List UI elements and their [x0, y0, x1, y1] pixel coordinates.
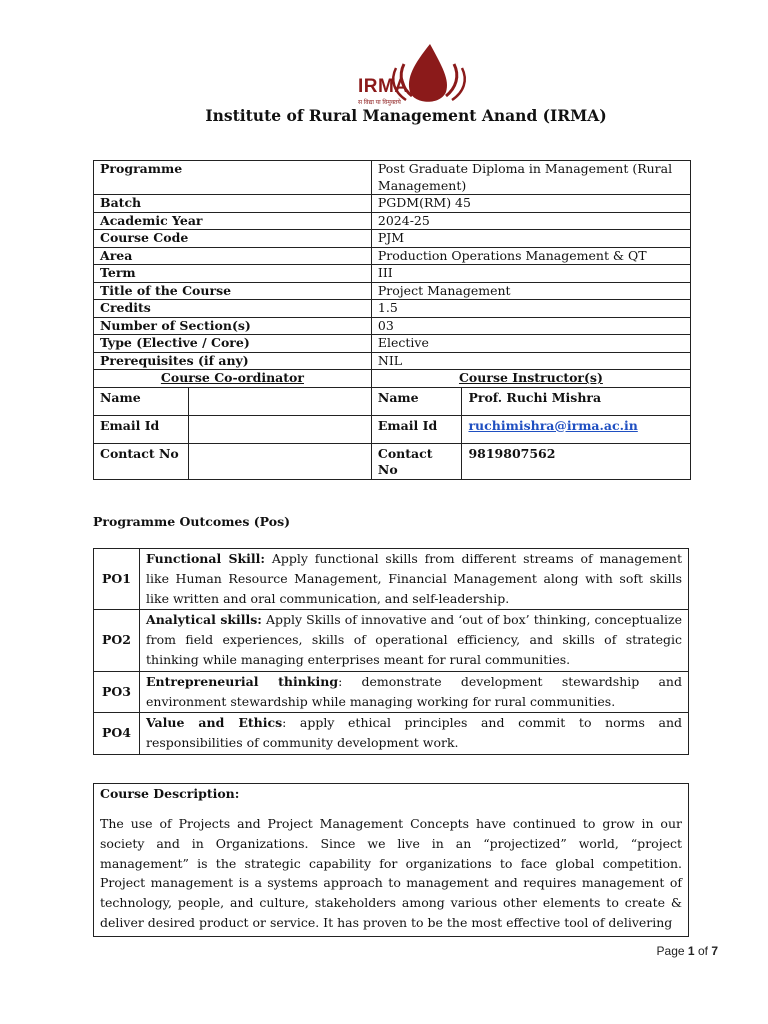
info-value: Production Operations Management & QT — [371, 247, 690, 265]
info-label: Course Code — [94, 230, 372, 248]
coordinator-email-value — [188, 415, 371, 443]
coordinator-contact-label: Contact No — [94, 443, 189, 479]
instructor-email-link[interactable]: ruchimishra@irma.ac.in — [468, 417, 638, 433]
page-word: Page — [656, 944, 685, 958]
coordinator-contact-value — [188, 443, 371, 479]
coordinator-email-label: Email Id — [94, 415, 189, 443]
info-value: NIL — [371, 352, 690, 370]
info-label: Credits — [94, 300, 372, 318]
info-row — [94, 335, 691, 353]
course-description-heading: Course Description: — [100, 786, 240, 801]
info-label: Number of Section(s) — [94, 317, 372, 335]
course-info-table — [93, 160, 691, 480]
po-description — [140, 671, 689, 713]
course-description-text: The use of Projects and Project Management Concepts have continued to grow in our society and in Organizations. Since we live in an “projectized” world, “project management” is the strategic capability for organizations to face global competition. Project management is a systems approach to management and requires management of technology, people, and culture, stakeholders among various other elements to create & deliver desired product or service. It has proven to be the most effective tool of delivering — [100, 816, 682, 930]
programme-outcomes-heading: Programme Outcomes (Pos) — [93, 514, 291, 529]
info-value: 03 — [371, 317, 690, 335]
logo-word: IRMA — [358, 76, 409, 97]
instructor-header: Course Instructor(s) — [371, 370, 690, 388]
page-total: 7 — [711, 944, 718, 958]
info-row — [94, 212, 691, 230]
po-text: Apply Skills of innovative and ‘out of box’ thinking, conceptualize from field experiences, skills of operational efficiency, and skills of strategic thinking while managing enterprises meant for rural communities. — [146, 612, 682, 667]
info-label: Academic Year — [94, 212, 372, 230]
po-row — [94, 671, 689, 713]
programme-outcomes-table — [93, 548, 689, 755]
info-row — [94, 247, 691, 265]
po-title: Entrepreneurial thinking — [146, 673, 339, 689]
instructor-contact-value: 9819807562 — [462, 443, 691, 479]
info-label: Programme — [94, 161, 372, 195]
info-label: Type (Elective / Core) — [94, 335, 372, 353]
coordinator-name-label: Name — [94, 387, 189, 415]
info-label: Area — [94, 247, 372, 265]
email-row — [94, 415, 691, 443]
coordinator-name-value — [188, 387, 371, 415]
instructor-name-label: Name — [371, 387, 462, 415]
info-row — [94, 195, 691, 213]
po-text: : demonstrate development stewardship and environment stewardship while managing working for rural communities. — [146, 673, 682, 709]
of-word: of — [697, 944, 708, 958]
page-current: 1 — [687, 944, 695, 958]
po-title: Analytical skills: — [146, 612, 262, 628]
po-row — [94, 713, 689, 755]
info-value: 2024-25 — [371, 212, 690, 230]
po-code: PO1 — [94, 549, 140, 610]
info-row — [94, 230, 691, 248]
info-row — [94, 300, 691, 318]
info-value: Project Management — [371, 282, 690, 300]
instructor-email-label: Email Id — [371, 415, 462, 443]
info-value: Elective — [371, 335, 690, 353]
info-label: Prerequisites (if any) — [94, 352, 372, 370]
contact-row — [94, 443, 691, 479]
po-code: PO2 — [94, 610, 140, 671]
po-row — [94, 610, 689, 671]
info-value: Post Graduate Diploma in Management (Rural Management) — [371, 161, 690, 195]
po-title: Value and Ethics — [146, 715, 283, 731]
info-row — [94, 352, 691, 370]
info-value: 1.5 — [371, 300, 690, 318]
instructor-contact-label: Contact No — [371, 443, 462, 479]
info-label: Batch — [94, 195, 372, 213]
info-row — [94, 317, 691, 335]
po-description — [140, 549, 689, 610]
irma-logo — [354, 38, 470, 110]
info-value: PJM — [371, 230, 690, 248]
po-description — [140, 713, 689, 755]
info-row — [94, 282, 691, 300]
info-row — [94, 265, 691, 283]
course-description-box — [93, 783, 689, 937]
info-value: PGDM(RM) 45 — [371, 195, 690, 213]
po-description — [140, 610, 689, 671]
po-code: PO3 — [94, 671, 140, 713]
po-text: : apply ethical principles and commit to norms and responsibilities of community development work. — [146, 715, 682, 751]
po-text: Apply functional skills from different streams of management like Human Resource Management, Financial Management along with soft skills like written and oral communication, and self-leadership. — [146, 551, 682, 606]
info-label: Title of the Course — [94, 282, 372, 300]
po-row — [94, 549, 689, 610]
logo-tagline: स विद्या या विमुक्तये — [358, 100, 401, 106]
coordinator-header: Course Co-ordinator — [94, 370, 372, 388]
info-value: III — [371, 265, 690, 283]
name-row — [94, 387, 691, 415]
instructor-name-value: Prof. Ruchi Mishra — [462, 387, 691, 415]
info-label: Term — [94, 265, 372, 283]
info-row — [94, 161, 691, 195]
institute-title: Institute of Rural Management Anand (IRMA) — [205, 106, 607, 125]
po-code: PO4 — [94, 713, 140, 755]
po-title: Functional Skill: — [146, 551, 266, 566]
page-number — [657, 944, 718, 958]
